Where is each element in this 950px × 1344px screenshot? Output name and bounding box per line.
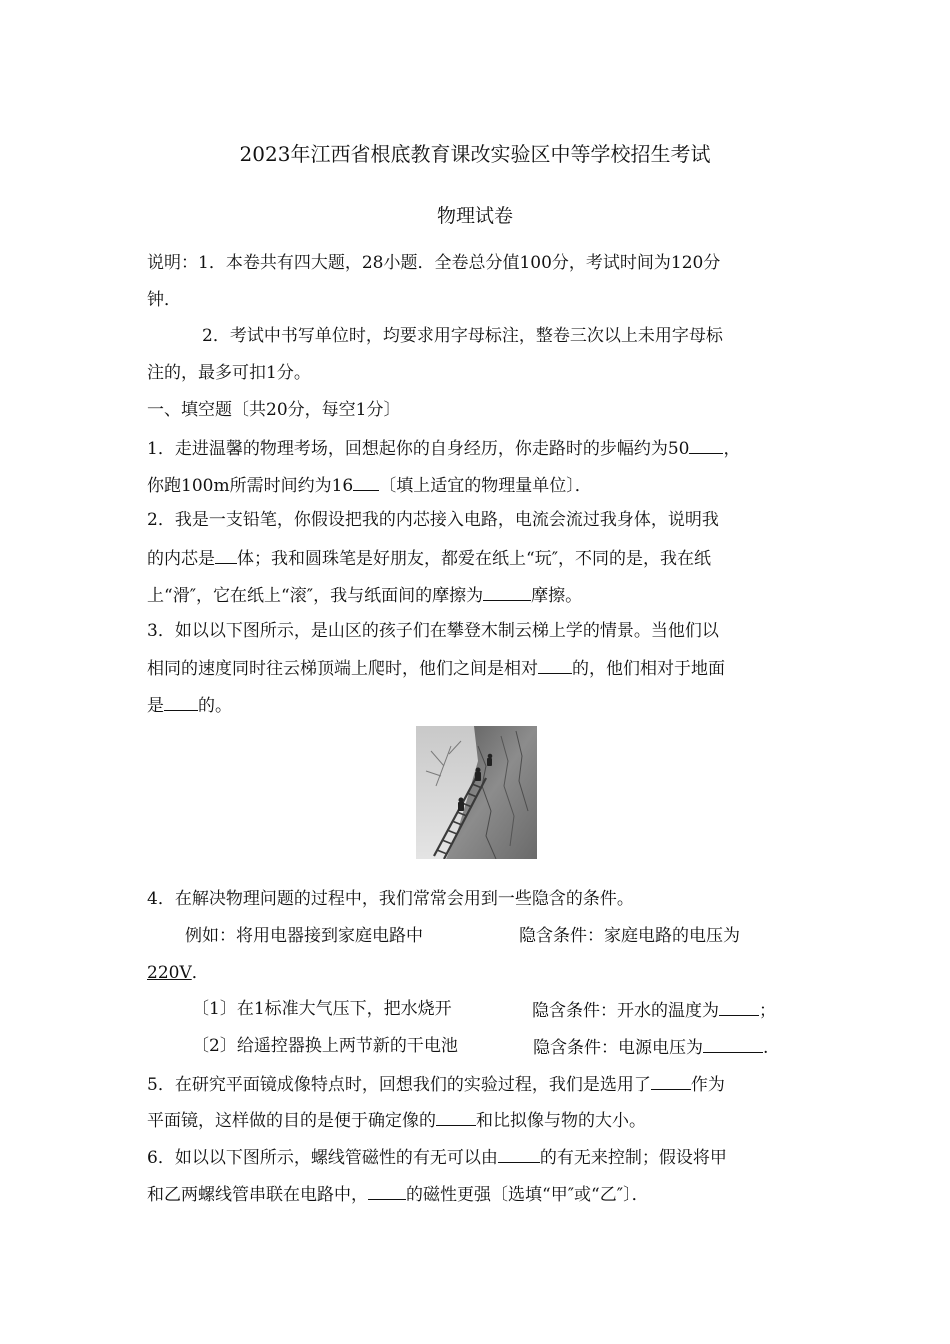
q4-sub1-left: 〔1〕在1标准大气压下，把水烧开 xyxy=(192,999,452,1019)
q2-blank-2[interactable] xyxy=(483,583,531,601)
q3-blank-1[interactable] xyxy=(538,656,572,674)
exam-subtitle: 物理试卷 xyxy=(436,205,513,227)
q4-example-value: 220V xyxy=(147,963,192,983)
q2-line1: 2．我是一支铅笔，你假设把我的内芯接入电路，电流会流过我身体，说明我 xyxy=(147,510,719,530)
q5-blank-1[interactable] xyxy=(651,1072,691,1090)
section-heading: 一、填空题〔共20分，每空1分〕 xyxy=(147,400,401,420)
q3-line2: 相同的速度同时往云梯顶端上爬时，他们之间是相对 的，他们相对于地面 xyxy=(147,656,725,680)
exam-title: 2023年江西省根底教育课改实验区中等学校招生考试 xyxy=(239,142,711,166)
q5-blank-2[interactable] xyxy=(436,1108,476,1126)
q1-blank-2[interactable] xyxy=(353,473,379,491)
note-1-cont: 钟． xyxy=(147,290,181,310)
q4-sub1-right: 隐含条件：开水的温度为 ； xyxy=(532,998,776,1022)
q6-blank-2[interactable] xyxy=(368,1182,406,1200)
q2-blank-1[interactable] xyxy=(215,546,237,564)
q2-line3: 上“滑″，它在纸上“滚″，我与纸面间的摩擦为 摩擦。 xyxy=(147,583,582,607)
q1-line2: 你跑100m所需时间约为16 〔填上适宜的物理量单位〕． xyxy=(147,473,592,497)
q4-example-value-line: 220V． xyxy=(147,963,209,983)
q5-line2: 平面镜，这样做的目的是便于确定像的 和比拟像与物的大小。 xyxy=(147,1108,646,1132)
q4-sub2-right: 隐含条件：电源电压为 . xyxy=(533,1035,768,1059)
q6-line1: 6．如以以下图所示，螺线管磁性的有无可以由 的有无来控制；假设将甲 xyxy=(147,1145,727,1169)
q3-line1: 3．如以以下图所示，是山区的孩子们在攀登木制云梯上学的情景。当他们以 xyxy=(147,621,719,641)
note-2-cont: 注的，最多可扣1分。 xyxy=(147,363,311,383)
q3-line3: 是 的。 xyxy=(147,693,232,717)
q4-sub2-left: 〔2〕给遥控器换上两节新的干电池 xyxy=(192,1036,458,1056)
q4-line1: 4．在解决物理问题的过程中，我们常常会用到一些隐含的条件。 xyxy=(147,889,634,909)
q4-example-right: 隐含条件：家庭电路的电压为 xyxy=(519,926,740,946)
q5-line1: 5．在研究平面镜成像特点时，回想我们的实验过程，我们是选用了 作为 xyxy=(147,1072,725,1096)
note-1: 说明：1．本卷共有四大题，28小题．全卷总分值100分，考试时间为120分 xyxy=(147,253,721,273)
q4-example-left: 例如：将用电器接到家庭电路中 xyxy=(185,926,423,946)
q4-blank-2[interactable] xyxy=(703,1035,763,1053)
q6-blank-1[interactable] xyxy=(498,1145,540,1163)
q3-blank-2[interactable] xyxy=(164,693,198,711)
q2-line2: 的内芯是 体；我和圆珠笔是好朋友，都爱在纸上“玩″，不同的是，我在纸 xyxy=(147,546,711,570)
note-2: 2．考试中书写单位时，均要求用字母标注，整卷三次以上未用字母标 xyxy=(202,326,723,346)
q1-blank-1[interactable] xyxy=(689,436,723,454)
q4-blank-1[interactable] xyxy=(719,998,759,1016)
q6-line2: 和乙两螺线管串联在电路中， 的磁性更强〔选填“甲″或“乙″〕． xyxy=(147,1182,649,1206)
ladder-cliff-photo xyxy=(416,726,537,859)
q1-line1: 1．走进温馨的物理考场，回想起你的自身经历，你走路时的步幅约为50 ， xyxy=(147,436,740,460)
